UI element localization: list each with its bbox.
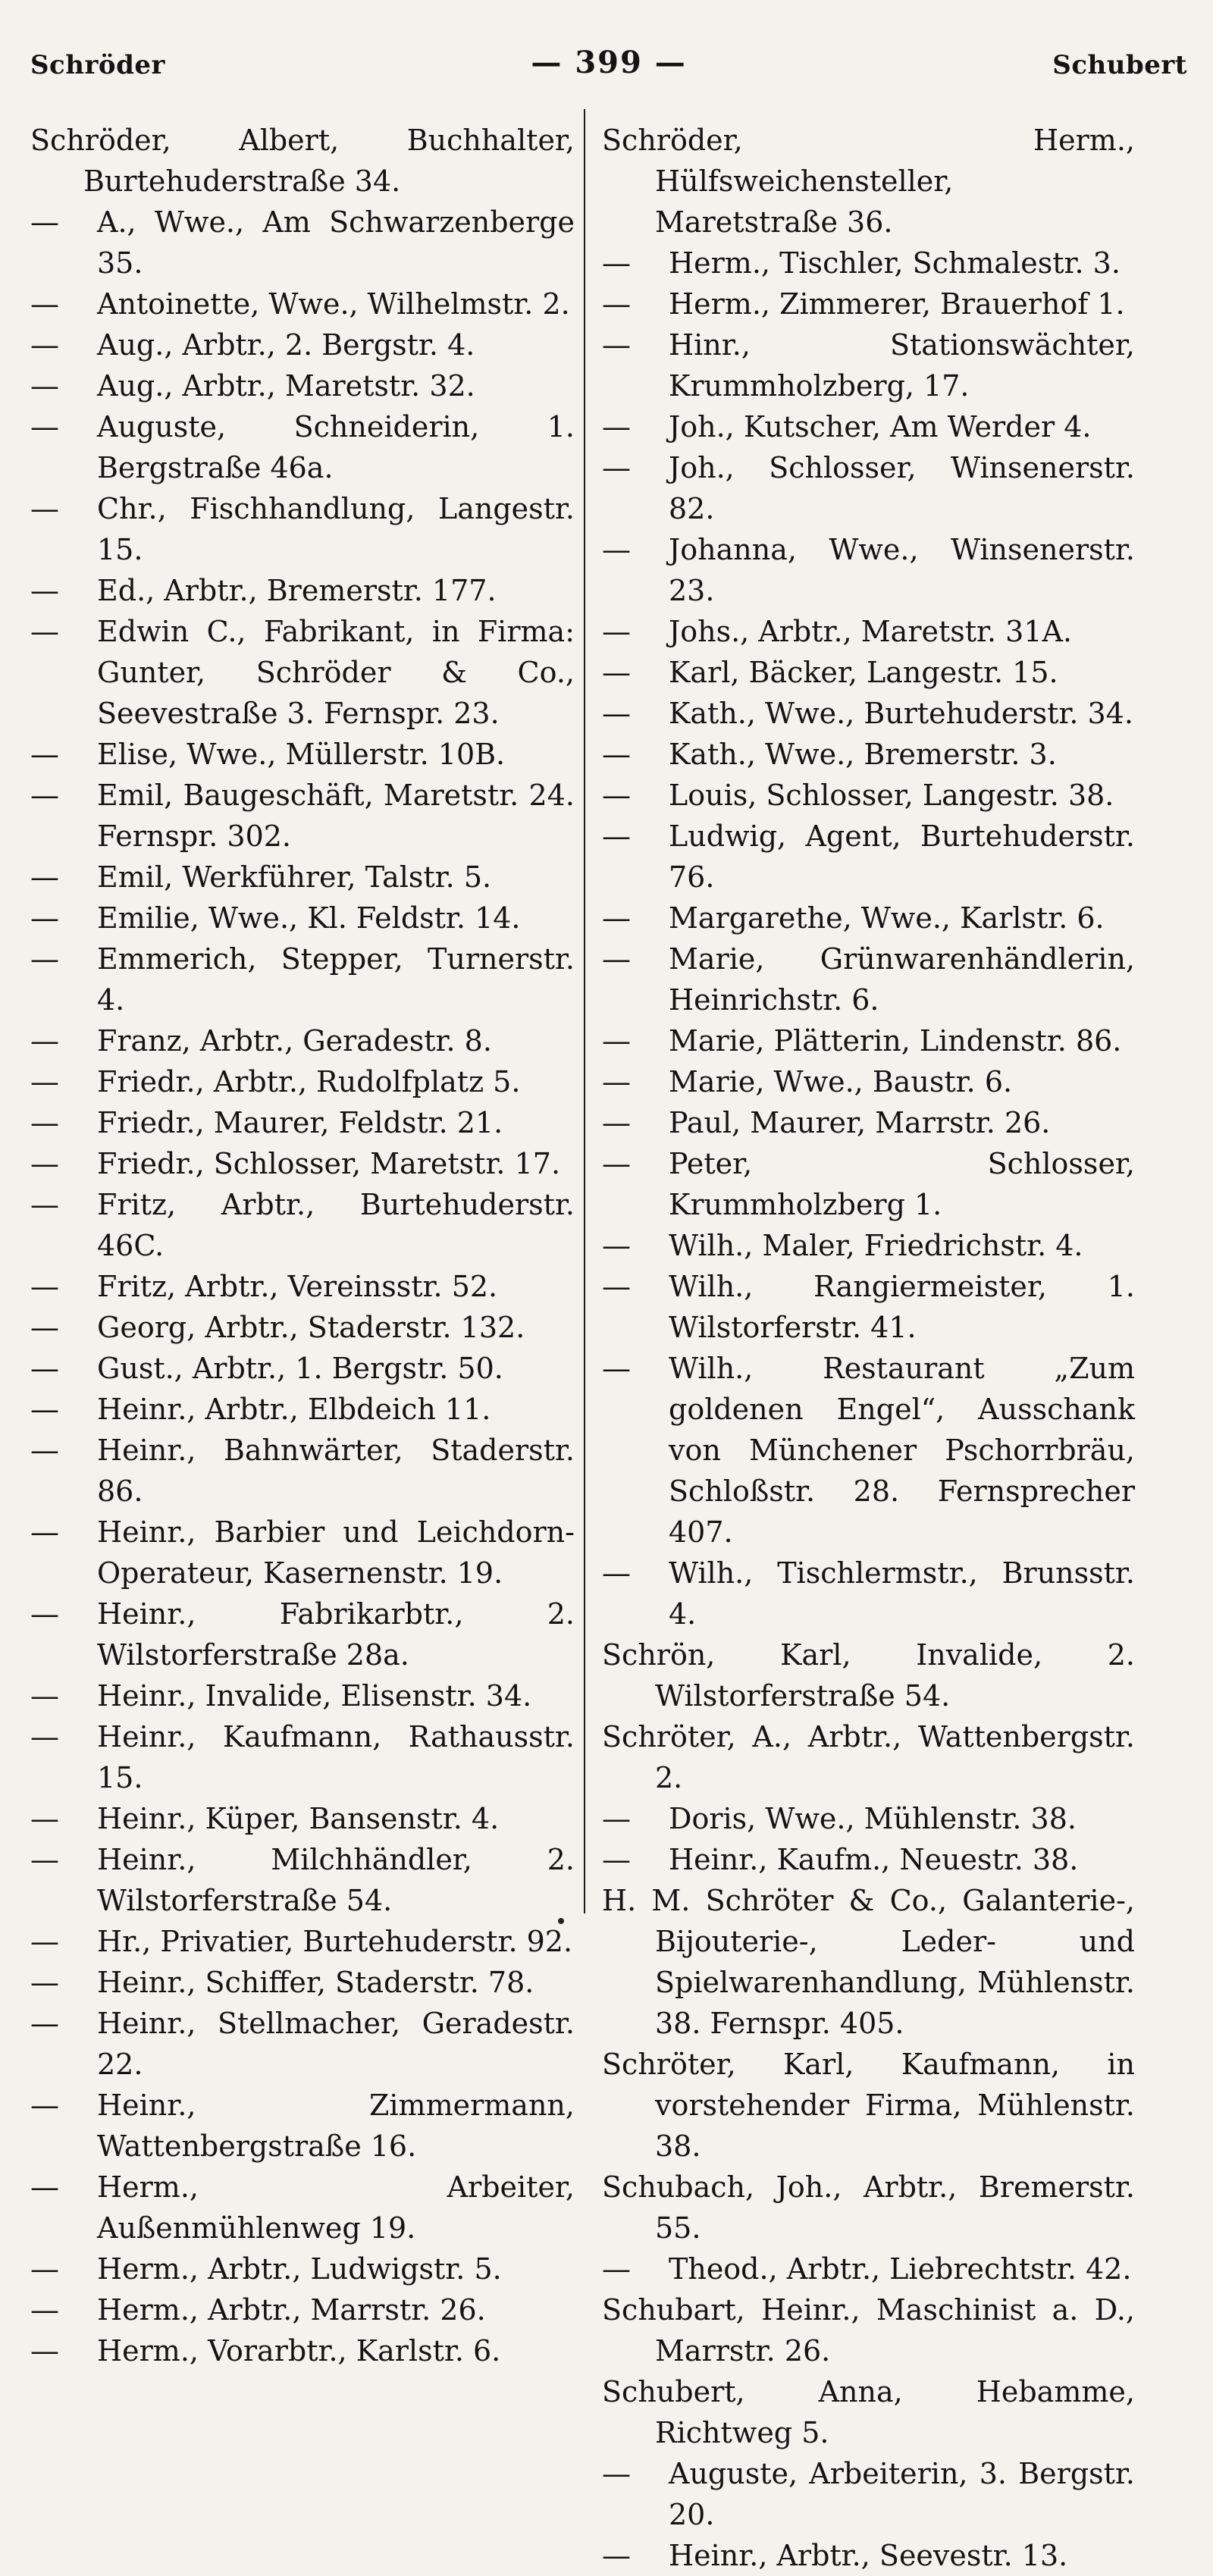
directory-entry xyxy=(30,775,575,857)
entry-text: Karl, Bäcker, Langestr. 15. xyxy=(669,656,1058,689)
ditto-dash: — xyxy=(30,1311,59,1344)
directory-entry xyxy=(602,775,1135,816)
directory-entry xyxy=(30,1594,575,1675)
entry-text: Heinr., Kaufmann, Rathausstr. 15. xyxy=(97,1720,575,1794)
directory-entry xyxy=(30,1184,575,1266)
directory-entry xyxy=(30,570,575,611)
entry-text: Johanna, Wwe., Winsenerstr. 23. xyxy=(669,533,1135,607)
ditto-dash: — xyxy=(30,901,59,935)
ditto-dash: — xyxy=(602,1802,631,1835)
directory-entry xyxy=(30,1716,575,1798)
entry-text: Johs., Arbtr., Maretstr. 31A. xyxy=(669,615,1073,648)
ditto-dash: — xyxy=(602,2539,631,2572)
entry-text: Schrön, Karl, Invalide, 2. Wilstorferstraße 54. xyxy=(602,1638,1135,1713)
directory-entry xyxy=(602,816,1135,898)
ditto-dash: — xyxy=(30,942,59,976)
entry-text: Hinr., Stationswächter, Krummholzberg, 17. xyxy=(669,328,1135,403)
ditto-dash: — xyxy=(602,410,631,443)
directory-entry xyxy=(602,2249,1135,2289)
entry-text: Auguste, Arbeiterin, 3. Bergstr. 20. xyxy=(669,2457,1135,2531)
ditto-dash: — xyxy=(30,1147,59,1180)
ditto-dash: — xyxy=(30,2334,59,2368)
directory-entry xyxy=(30,1798,575,1839)
directory-entry xyxy=(30,488,575,570)
entry-text: Wilh., Tischlermstr., Brunsstr. 4. xyxy=(669,1556,1135,1631)
ditto-dash: — xyxy=(30,1434,59,1467)
ditto-dash: — xyxy=(30,328,59,362)
entry-text: Friedr., Schlosser, Maretstr. 17. xyxy=(97,1147,561,1180)
ditto-dash: — xyxy=(602,819,631,853)
entry-text: Hr., Privatier, Burtehuderstr. 92. xyxy=(97,1925,573,1958)
ditto-dash: — xyxy=(602,615,631,648)
header-left-catchword: Schröder xyxy=(30,50,165,80)
ditto-dash: — xyxy=(30,2089,59,2122)
entry-text: Herm., Arbeiter, Außenmühlenweg 19. xyxy=(97,2170,575,2245)
ditto-dash: — xyxy=(30,1188,59,1221)
directory-entry xyxy=(30,1839,575,1921)
ditto-dash: — xyxy=(30,205,59,239)
ditto-dash: — xyxy=(602,287,631,321)
entry-text: Georg, Arbtr., Staderstr. 132. xyxy=(97,1311,525,1344)
entry-text: Antoinette, Wwe., Wilhelmstr. 2. xyxy=(97,287,570,321)
ditto-dash: — xyxy=(30,2170,59,2204)
ditto-dash: — xyxy=(602,1147,631,1180)
entry-text: Margarethe, Wwe., Karlstr. 6. xyxy=(669,901,1105,935)
directory-entry xyxy=(30,939,575,1020)
ditto-dash: — xyxy=(602,1065,631,1098)
ditto-dash: — xyxy=(602,901,631,935)
directory-entry xyxy=(30,1962,575,2003)
directory-entry xyxy=(30,2085,575,2167)
entry-text: Wilh., Rangiermeister, 1. Wilstorferstr. 41. xyxy=(669,1270,1135,1344)
ditto-dash: — xyxy=(602,328,631,362)
directory-entry xyxy=(602,1266,1135,1348)
directory-entry xyxy=(30,1675,575,1716)
ditto-dash: — xyxy=(602,1229,631,1262)
directory-entry xyxy=(602,529,1135,611)
entry-text: Joh., Schlosser, Winsenerstr. 82. xyxy=(669,451,1135,525)
directory-entry xyxy=(602,2044,1135,2167)
ditto-dash: — xyxy=(30,1720,59,1753)
directory-entry xyxy=(30,324,575,365)
entry-text: Aug., Arbtr., 2. Bergstr. 4. xyxy=(97,328,475,362)
entry-text: Wilh., Restaurant „Zum goldenen Engel“, Ausschank von Münchener Pschorrbräu, Schloßstr. 28. Fernsprecher 407. xyxy=(669,1352,1135,1549)
entry-text: Herm., Arbtr., Marrstr. 26. xyxy=(97,2293,486,2327)
entry-text: Peter, Schlosser, Krummholzberg 1. xyxy=(669,1147,1135,1221)
entry-text: Emil, Werkführer, Talstr. 5. xyxy=(97,860,492,894)
entry-text: Herm., Zimmerer, Brauerhof 1. xyxy=(669,287,1125,321)
directory-entry xyxy=(602,2289,1135,2371)
directory-entry xyxy=(30,120,575,202)
directory-entry xyxy=(30,1430,575,1512)
entry-text: Heinr., Fabrikarbtr., 2. Wilstorferstraße 28a. xyxy=(97,1597,575,1672)
directory-entry xyxy=(30,1143,575,1184)
entry-text: Joh., Kutscher, Am Werder 4. xyxy=(669,410,1092,443)
ditto-dash: — xyxy=(30,410,59,443)
directory-entry xyxy=(602,2453,1135,2535)
directory-entry xyxy=(602,1798,1135,1839)
entry-text: Heinr., Schiffer, Staderstr. 78. xyxy=(97,1966,534,1999)
entry-text: Louis, Schlosser, Langestr. 38. xyxy=(669,779,1114,812)
ditto-dash: — xyxy=(602,451,631,484)
directory-entry xyxy=(602,1102,1135,1143)
directory-entry xyxy=(602,1143,1135,1225)
entry-text: Heinr., Kaufm., Neuestr. 38. xyxy=(669,1843,1079,1876)
directory-entry xyxy=(30,2330,575,2371)
ditto-dash: — xyxy=(30,1966,59,1999)
directory-entry xyxy=(30,406,575,488)
directory-entry xyxy=(602,1225,1135,1266)
ditto-dash: — xyxy=(30,287,59,321)
right-column xyxy=(585,120,1135,2576)
entry-text: Fritz, Arbtr., Burtehuderstr. 46C. xyxy=(97,1188,575,1262)
directory-entry xyxy=(30,202,575,284)
directory-entry xyxy=(30,1512,575,1594)
directory-entry xyxy=(602,1839,1135,1880)
ditto-dash: — xyxy=(602,1843,631,1876)
directory-entry xyxy=(30,1348,575,1389)
printer-mark xyxy=(558,1918,564,1924)
page-number: — 399 — xyxy=(531,45,687,80)
ditto-dash: — xyxy=(602,1270,631,1303)
directory-entry xyxy=(602,693,1135,734)
entry-text: Marie, Grünwarenhändlerin, Heinrichstr. 6. xyxy=(669,942,1135,1017)
directory-entry xyxy=(602,1553,1135,1634)
directory-entry xyxy=(30,1102,575,1143)
directory-entry xyxy=(602,939,1135,1020)
directory-entry xyxy=(602,611,1135,652)
ditto-dash: — xyxy=(602,1106,631,1139)
left-column xyxy=(30,120,584,2576)
entry-text: Schröder, Herm., Hülfsweichensteller, Maretstraße 36. xyxy=(602,124,1135,239)
directory-entry xyxy=(30,2289,575,2330)
directory-entry xyxy=(602,1716,1135,1798)
entry-text: Gust., Arbtr., 1. Bergstr. 50. xyxy=(97,1352,503,1385)
directory-entry xyxy=(602,406,1135,447)
ditto-dash: — xyxy=(602,2457,631,2490)
entry-text: Heinr., Invalide, Elisenstr. 34. xyxy=(97,1679,532,1713)
entry-text: Theod., Arbtr., Liebrechtstr. 42. xyxy=(669,2252,1132,2286)
directory-entry xyxy=(602,2371,1135,2453)
entry-text: Marie, Wwe., Baustr. 6. xyxy=(669,1065,1013,1098)
ditto-dash: — xyxy=(30,615,59,648)
entry-text: Herm., Arbtr., Ludwigstr. 5. xyxy=(97,2252,502,2286)
entry-text: Franz, Arbtr., Geradestr. 8. xyxy=(97,1024,492,1058)
directory-entry xyxy=(602,898,1135,939)
entry-text: Heinr., Zimmermann, Wattenbergstraße 16. xyxy=(97,2089,575,2163)
ditto-dash: — xyxy=(30,1925,59,1958)
directory-entry xyxy=(602,120,1135,243)
directory-entry xyxy=(30,734,575,775)
entry-text: Heinr., Stellmacher, Geradestr. 22. xyxy=(97,2007,575,2081)
entry-text: Edwin C., Fabrikant, in Firma: Gunter, Schröder & Co., Seevestraße 3. Fernspr. 23. xyxy=(97,615,575,730)
directory-entry xyxy=(30,1061,575,1102)
entry-text: Ed., Arbtr., Bremerstr. 177. xyxy=(97,574,497,607)
ditto-dash: — xyxy=(30,574,59,607)
directory-entry xyxy=(602,734,1135,775)
ditto-dash: — xyxy=(30,1679,59,1713)
entry-text: Schubert, Anna, Hebamme, Richtweg 5. xyxy=(602,2375,1135,2449)
ditto-dash: — xyxy=(30,779,59,812)
directory-entry xyxy=(602,447,1135,529)
entry-text: Schröter, A., Arbtr., Wattenbergstr. 2. xyxy=(602,1720,1135,1794)
entry-text: Paul, Maurer, Marrstr. 26. xyxy=(669,1106,1051,1139)
entry-text: Ludwig, Agent, Burtehuderstr. 76. xyxy=(669,819,1135,894)
directory-entry xyxy=(30,2167,575,2249)
ditto-dash: — xyxy=(602,1352,631,1385)
entry-text: Emilie, Wwe., Kl. Feldstr. 14. xyxy=(97,901,521,935)
entry-text: Wilh., Maler, Friedrichstr. 4. xyxy=(669,1229,1083,1262)
ditto-dash: — xyxy=(602,656,631,689)
ditto-dash: — xyxy=(30,1802,59,1835)
ditto-dash: — xyxy=(602,1556,631,1590)
ditto-dash: — xyxy=(602,779,631,812)
ditto-dash: — xyxy=(30,1843,59,1876)
ditto-dash: — xyxy=(602,533,631,566)
directory-entry xyxy=(602,284,1135,324)
ditto-dash: — xyxy=(30,369,59,403)
ditto-dash: — xyxy=(602,246,631,280)
directory-entry xyxy=(602,324,1135,406)
ditto-dash: — xyxy=(30,1024,59,1058)
directory-entry xyxy=(602,1634,1135,1716)
entry-text: H. M. Schröter & Co., Galanterie-, Bijouterie-, Leder- und Spielwarenhandlung, Mühlenstr. 38. Fernspr. 405. xyxy=(602,1884,1135,2040)
entry-text: Friedr., Maurer, Feldstr. 21. xyxy=(97,1106,503,1139)
entry-text: Heinr., Milchhändler, 2. Wilstorferstraße 54. xyxy=(97,1843,575,1917)
directory-entry xyxy=(30,611,575,734)
entry-text: Heinr., Küper, Bansenstr. 4. xyxy=(97,1802,500,1835)
ditto-dash: — xyxy=(30,2293,59,2327)
header-right-catchword: Schubert xyxy=(1052,50,1187,80)
ditto-dash: — xyxy=(30,1393,59,1426)
entry-text: Heinr., Bahnwärter, Staderstr. 86. xyxy=(97,1434,575,1508)
directory-entry xyxy=(30,284,575,324)
entry-text: Auguste, Schneiderin, 1. Bergstraße 46a. xyxy=(97,410,575,484)
entry-text: Emil, Baugeschäft, Maretstr. 24. Fernspr. 302. xyxy=(97,779,575,853)
directory-entry xyxy=(602,2167,1135,2249)
entry-text: Schubart, Heinr., Maschinist a. D., Marrstr. 26. xyxy=(602,2293,1135,2368)
entry-text: Kath., Wwe., Bremerstr. 3. xyxy=(669,738,1057,771)
directory-entry xyxy=(30,2249,575,2289)
ditto-dash: — xyxy=(602,697,631,730)
entry-text: Heinr., Arbtr., Elbdeich 11. xyxy=(97,1393,491,1426)
ditto-dash: — xyxy=(30,860,59,894)
ditto-dash: — xyxy=(602,2252,631,2286)
directory-entry xyxy=(30,1020,575,1061)
entry-text: Heinr., Arbtr., Seevestr. 13. xyxy=(669,2539,1068,2572)
directory-entry xyxy=(602,243,1135,284)
directory-entry xyxy=(30,898,575,939)
directory-entry xyxy=(602,2535,1135,2576)
entry-text: Marie, Plätterin, Lindenstr. 86. xyxy=(669,1024,1122,1058)
directory-entry xyxy=(602,1061,1135,1102)
ditto-dash: — xyxy=(30,1515,59,1549)
entry-text: Doris, Wwe., Mühlenstr. 38. xyxy=(669,1802,1077,1835)
entry-text: Heinr., Barbier und Leichdorn-Operateur, Kasernenstr. 19. xyxy=(97,1515,575,1590)
directory-entry xyxy=(30,365,575,406)
directory-entry xyxy=(30,857,575,898)
directory-entry xyxy=(30,2003,575,2085)
ditto-dash: — xyxy=(30,492,59,525)
entry-text: Aug., Arbtr., Maretstr. 32. xyxy=(97,369,475,403)
entry-text: Elise, Wwe., Müllerstr. 10B. xyxy=(97,738,506,771)
entry-text: Emmerich, Stepper, Turnerstr. 4. xyxy=(97,942,575,1017)
two-column-body xyxy=(30,120,1187,2576)
ditto-dash: — xyxy=(30,2252,59,2286)
directory-entry xyxy=(602,1880,1135,2044)
ditto-dash: — xyxy=(30,1106,59,1139)
directory-entry xyxy=(602,1348,1135,1553)
ditto-dash: — xyxy=(602,738,631,771)
entry-text: Schubach, Joh., Arbtr., Bremerstr. 55. xyxy=(602,2170,1135,2245)
entry-text: Chr., Fischhandlung, Langestr. 15. xyxy=(97,492,575,566)
directory-entry xyxy=(602,652,1135,693)
ditto-dash: — xyxy=(602,1024,631,1058)
ditto-dash: — xyxy=(30,1597,59,1631)
directory-entry xyxy=(602,1020,1135,1061)
ditto-dash: — xyxy=(30,738,59,771)
ditto-dash: — xyxy=(30,1065,59,1098)
entry-text: A., Wwe., Am Schwarzenberge 35. xyxy=(97,205,575,280)
directory-entry xyxy=(30,1266,575,1307)
ditto-dash: — xyxy=(30,1270,59,1303)
running-header xyxy=(30,30,1187,80)
directory-entry xyxy=(30,1307,575,1348)
entry-text: Friedr., Arbtr., Rudolfplatz 5. xyxy=(97,1065,521,1098)
entry-text: Schröder, Albert, Buchhalter, Burtehuderstraße 34. xyxy=(30,124,575,198)
directory-entry xyxy=(30,1389,575,1430)
ditto-dash: — xyxy=(602,942,631,976)
directory-entry xyxy=(30,1921,575,1962)
entry-text: Schröter, Karl, Kaufmann, in vorstehender Firma, Mühlenstr. 38. xyxy=(602,2048,1135,2163)
entry-text: Herm., Vorarbtr., Karlstr. 6. xyxy=(97,2334,501,2368)
ditto-dash: — xyxy=(30,2007,59,2040)
entry-text: Herm., Tischler, Schmalestr. 3. xyxy=(669,246,1121,280)
entry-text: Kath., Wwe., Burtehuderstr. 34. xyxy=(669,697,1133,730)
ditto-dash: — xyxy=(30,1352,59,1385)
entry-text: Fritz, Arbtr., Vereinsstr. 52. xyxy=(97,1270,498,1303)
